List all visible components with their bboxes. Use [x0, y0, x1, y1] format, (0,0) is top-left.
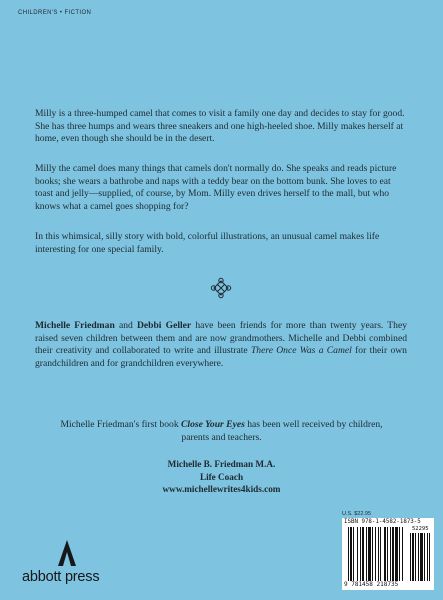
isbn-barcode — [342, 518, 434, 590]
publisher-name: abbott press — [22, 569, 100, 585]
author-conjunction: and — [114, 320, 137, 331]
signature-block — [60, 458, 383, 496]
author-name-1: Michelle Friedman — [35, 320, 115, 331]
author-bio-text-1: have been friends for more than twenty years. They raised seven children between them and are now grandmothers. Michelle and Debbi combined their creativity and collaborated to write and illustrate — [35, 320, 408, 357]
author-bio — [35, 320, 407, 370]
author-bio-text-2: for their own grandchildren and for grandchildren everywhere. — [35, 345, 407, 369]
blurb-paragraph-1: Milly is a three-humped camel that comes to visit a family one day and decides to stay for good. She has three humps and wears three sneakers and one high-heeled shoe. Milly makes herself at home, even though she should be in the desert. — [35, 108, 405, 145]
signature-role: Life Coach — [199, 471, 244, 482]
book-title: There Once Was a Camel — [250, 345, 352, 357]
author-name-2: Debbi Geller — [136, 320, 192, 331]
signature-name: Michelle B. Friedman M.A. — [167, 459, 276, 469]
category-label: CHILDREN'S • FICTION — [18, 10, 92, 16]
previous-book-credit — [60, 418, 383, 444]
previous-book-title: Close Your Eyes — [181, 419, 245, 430]
barcode-addon: 52295 — [412, 526, 429, 532]
barcode-digits: 9 781458 218735 — [344, 581, 399, 588]
blurb-paragraph-3: In this whimsical, silly story with bold, colorful illustrations, an unusual camel makes life interesting for one special family. — [35, 231, 380, 255]
blurb-paragraph-2: Milly the camel does many things that camels don't normally do. She speaks and reads picture books; she wears a bathrobe and naps with a teddy bear on the bottom bunk. She loves to eat toast and jelly—supplied, of course, by Mom. Milly even drives herself to the mall, but who knows what a camel goes shopping for? — [35, 163, 397, 212]
abbott-press-logo-icon — [58, 540, 76, 566]
isbn-label: ISBN 978-1-4582-1873-5 — [344, 519, 421, 525]
credit-prefix: Michelle Friedman's first book — [60, 419, 182, 430]
publisher-logo — [20, 540, 130, 590]
price-label: U.S. $22.95 — [342, 511, 372, 517]
credit-suffix: has been well received by children, parents and teachers. — [181, 419, 383, 443]
signature-website: www.michellewrites4kids.com — [162, 484, 281, 494]
celtic-knot-icon — [210, 277, 232, 299]
barcode-bars — [348, 527, 430, 581]
